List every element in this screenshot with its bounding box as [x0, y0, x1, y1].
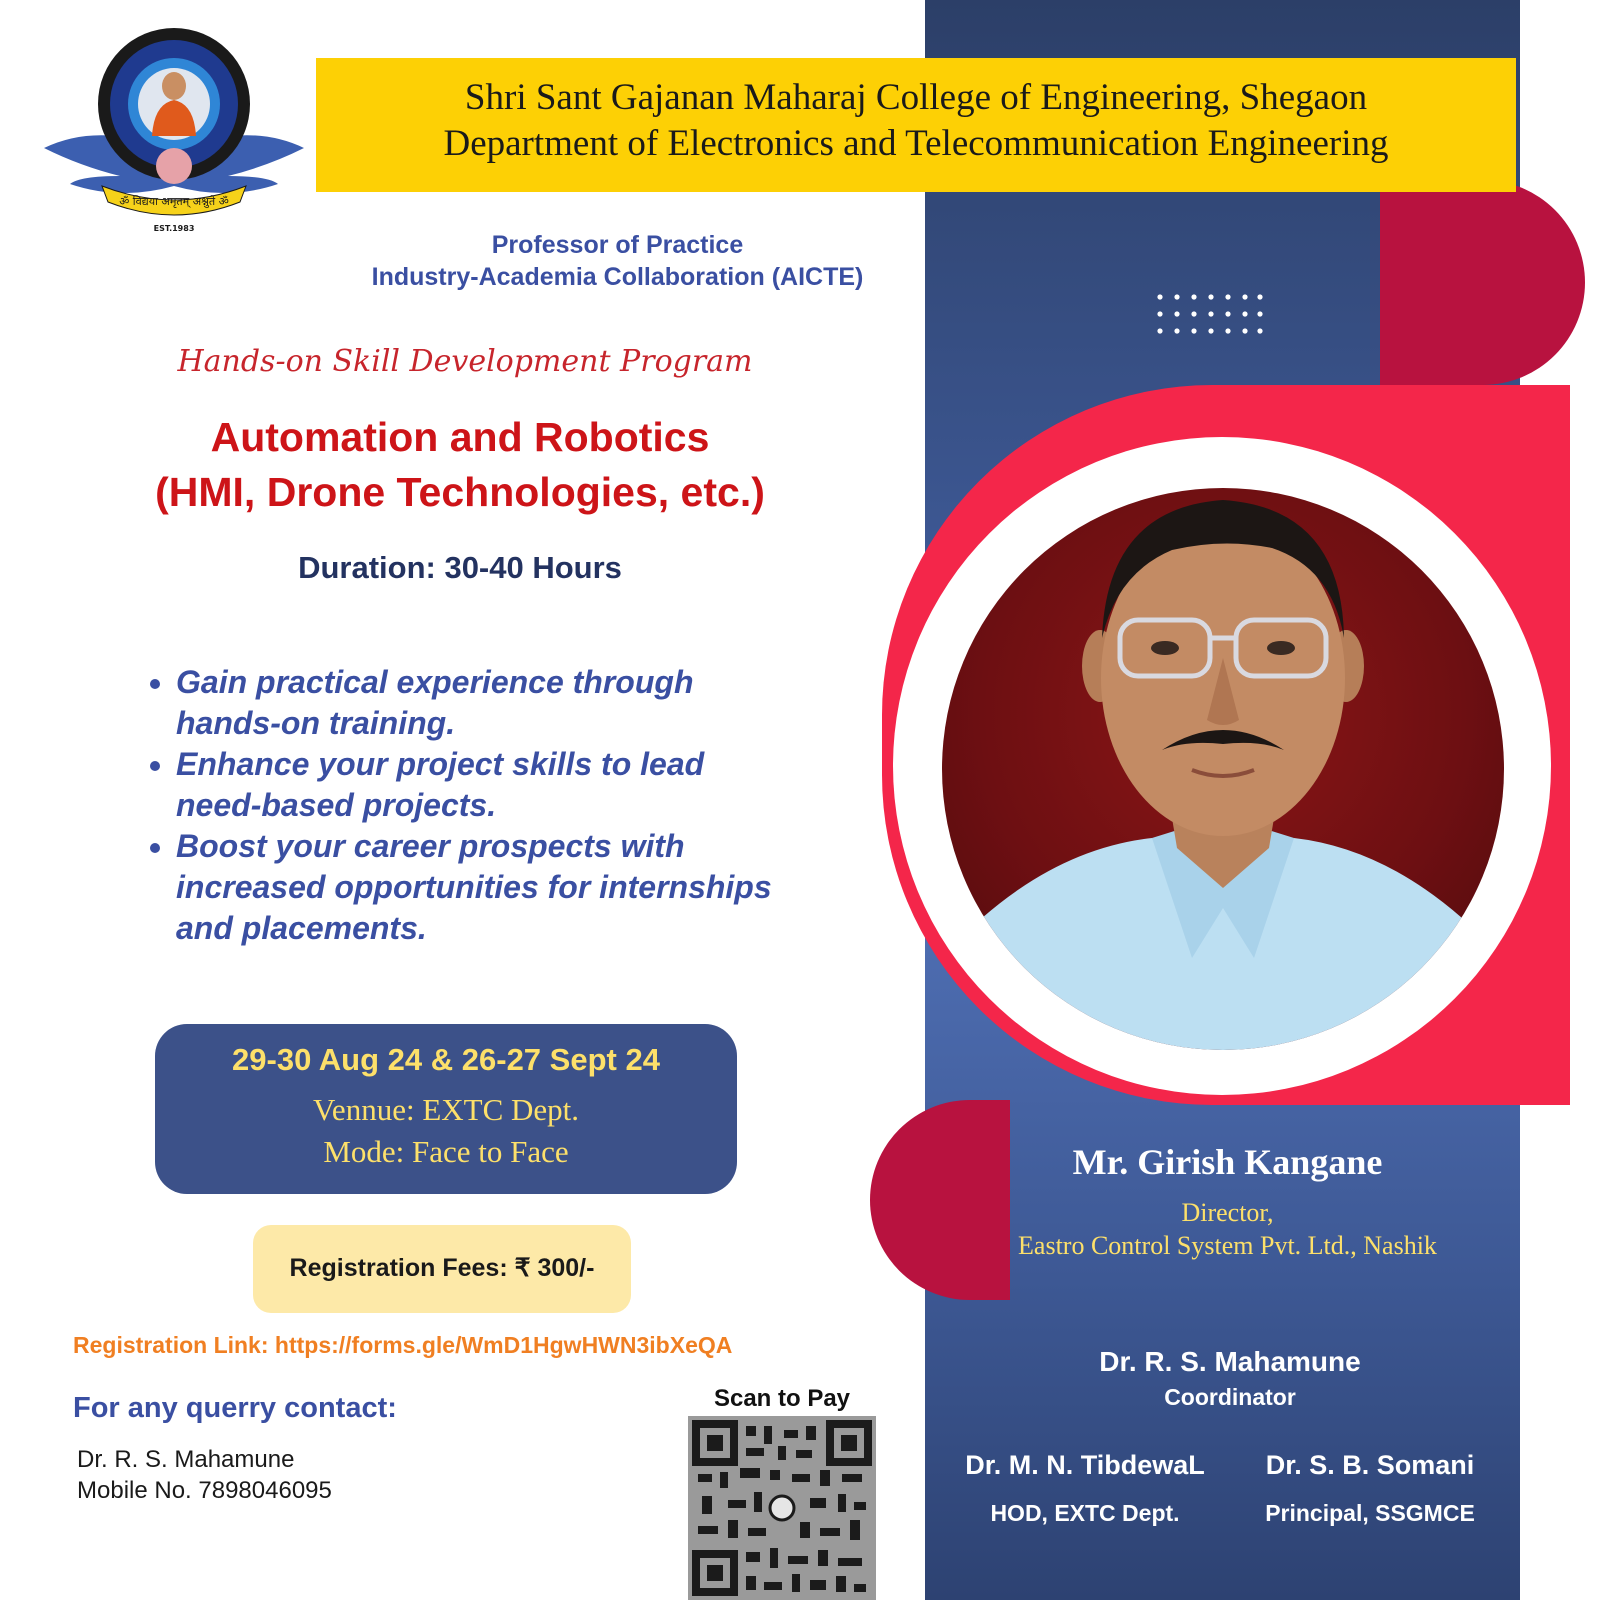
speaker-details [935, 1196, 1520, 1262]
logo-motto: ॐ विद्यया अमृतम् अश्नुते ॐ [119, 195, 229, 208]
subtitle-block [330, 229, 905, 293]
college-name: Shri Sant Gajanan Maharaj College of Engineering, Shegaon [464, 77, 1368, 118]
coordinator-name: Dr. R. S. Mahamune [1099, 1346, 1361, 1377]
program-title-line-2: (HMI, Drone Technologies, etc.) [155, 469, 765, 515]
contact-mobile: Mobile No. 7898046095 [77, 1477, 332, 1504]
benefit-item: • Boost your career prospects with increased opportunities for internships and placements. [176, 826, 796, 949]
contact-details [77, 1444, 577, 1506]
coordinator-role: Coordinator [1164, 1384, 1296, 1410]
registration-link[interactable]: Registration Link: https://forms.gle/WmD1HgwHWN3ibXeQA [73, 1332, 733, 1358]
crimson-accent-top [1380, 180, 1585, 385]
hod-role: HOD, EXTC Dept. [990, 1500, 1180, 1526]
payment-qr-code[interactable] [688, 1416, 876, 1600]
schedule-box [155, 1024, 737, 1194]
dot-grid-decoration [1155, 292, 1265, 338]
speaker-company: Eastro Control System Pvt. Ltd., Nashik [1018, 1231, 1437, 1260]
schedule-dates: 29-30 Aug 24 & 26-27 Sept 24 [232, 1042, 660, 1077]
program-title [60, 410, 860, 520]
benefit-item: • Enhance your project skills to lead need-based projects. [176, 744, 796, 826]
principal-role: Principal, SSGMCE [1265, 1500, 1475, 1526]
schedule-venue: Vennue: EXTC Dept. [312, 1092, 580, 1127]
speaker-role: Director, [1181, 1198, 1274, 1227]
subtitle-line-2: Industry-Academia Collaboration (AICTE) [371, 263, 864, 291]
benefits-list [142, 662, 796, 949]
logo-established: EST.1983 [153, 224, 195, 233]
contact-name: Dr. R. S. Mahamune [77, 1446, 295, 1473]
program-duration: Duration: 30-40 Hours [298, 550, 622, 585]
schedule-mode: Mode: Face to Face [323, 1134, 569, 1169]
hod-name: Dr. M. N. TibdewaL [965, 1450, 1205, 1480]
benefit-item: • Gain practical experience through hands-on training. [176, 662, 796, 744]
program-tagline: Hands-on Skill Development Program [177, 344, 753, 379]
subtitle-line-1: Professor of Practice [491, 231, 744, 259]
header-banner [316, 58, 1516, 192]
qr-label: Scan to Pay [713, 1385, 851, 1412]
college-logo [40, 26, 308, 236]
fees-box [253, 1225, 631, 1313]
registration-fees: Registration Fees: ₹ 300/- [289, 1254, 595, 1282]
speaker-photo [942, 488, 1504, 1050]
department-name: Department of Electronics and Telecommunication Engineering [443, 123, 1389, 164]
contact-heading: For any querry contact: [73, 1392, 397, 1424]
speaker-name: Mr. Girish Kangane [1072, 1142, 1383, 1182]
principal-name: Dr. S. B. Somani [1265, 1450, 1475, 1480]
program-title-line-1: Automation and Robotics [210, 414, 710, 460]
